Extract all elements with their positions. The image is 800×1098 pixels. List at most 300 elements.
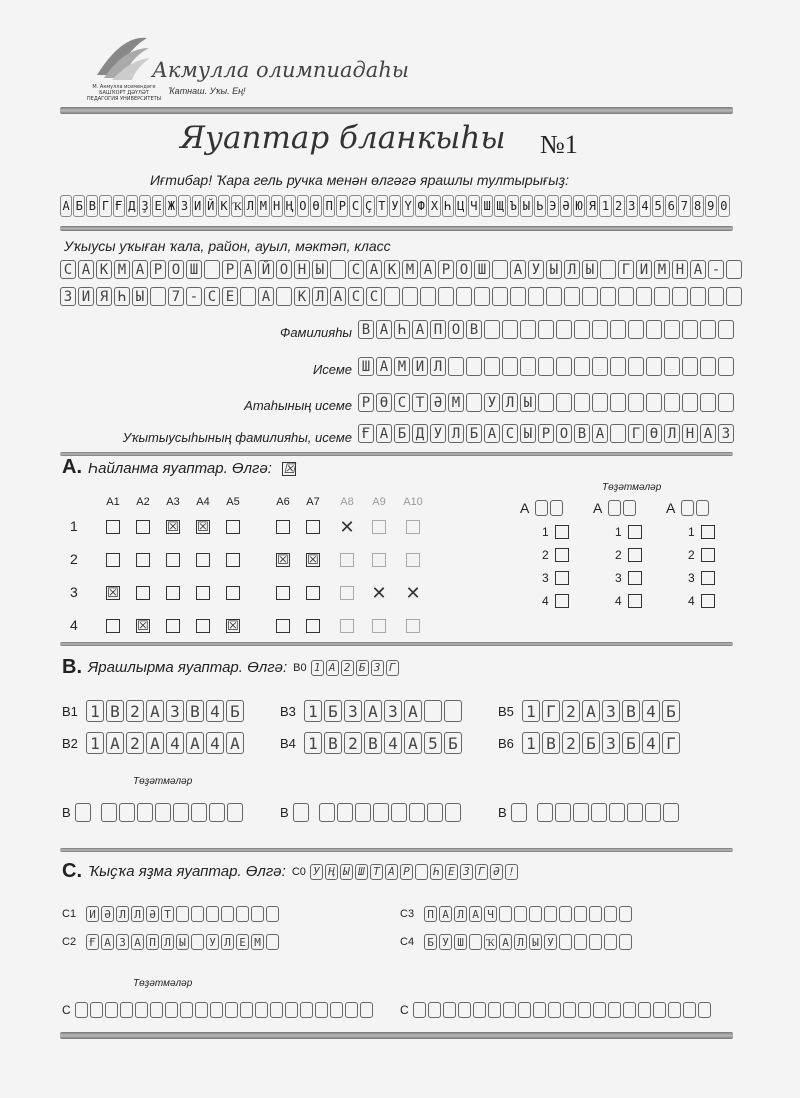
- correction-cell[interactable]: [337, 803, 353, 822]
- char-cell[interactable]: [402, 287, 418, 306]
- char-cell[interactable]: Р: [438, 260, 454, 279]
- char-cell[interactable]: [726, 287, 742, 306]
- char-cell[interactable]: [520, 320, 536, 339]
- char-cell[interactable]: Р: [538, 424, 554, 443]
- answer-cell[interactable]: А: [582, 700, 600, 722]
- answer-checkbox[interactable]: ☒: [107, 585, 119, 600]
- char-cell[interactable]: [574, 320, 590, 339]
- answer-cell[interactable]: 1: [304, 700, 322, 722]
- answer-cell[interactable]: 1: [304, 732, 322, 754]
- answer-cell[interactable]: Ш: [454, 934, 467, 950]
- correction-cell[interactable]: [120, 1002, 133, 1018]
- char-cell[interactable]: О: [168, 260, 184, 279]
- correction-cell[interactable]: [373, 803, 389, 822]
- correction-checkbox[interactable]: [628, 525, 642, 539]
- char-cell[interactable]: [718, 393, 734, 412]
- char-cell[interactable]: [556, 393, 572, 412]
- answer-cell[interactable]: 1: [86, 732, 104, 754]
- char-cell[interactable]: Н: [672, 260, 688, 279]
- char-cell[interactable]: И: [78, 287, 94, 306]
- answer-checkbox[interactable]: [226, 553, 240, 567]
- answer-checkbox[interactable]: [106, 619, 120, 633]
- char-cell[interactable]: [438, 287, 454, 306]
- correction-checkbox[interactable]: [628, 571, 642, 585]
- correction-cell[interactable]: [668, 1002, 681, 1018]
- answer-cell[interactable]: [589, 934, 602, 950]
- char-cell[interactable]: С: [60, 260, 76, 279]
- char-cell[interactable]: [718, 320, 734, 339]
- answer-cell[interactable]: Т: [161, 906, 174, 922]
- char-cell[interactable]: [528, 287, 544, 306]
- char-cell[interactable]: [690, 287, 706, 306]
- char-cell[interactable]: [708, 287, 724, 306]
- char-cell[interactable]: Л: [502, 393, 518, 412]
- char-cell[interactable]: [700, 393, 716, 412]
- answer-checkbox[interactable]: [136, 553, 150, 567]
- answer-cell[interactable]: Б: [324, 700, 342, 722]
- correction-cell[interactable]: [227, 803, 243, 822]
- answer-checkbox[interactable]: [372, 520, 386, 534]
- correction-cell[interactable]: [548, 1002, 561, 1018]
- char-cell[interactable]: М: [394, 357, 410, 376]
- correction-cell[interactable]: [165, 1002, 178, 1018]
- answer-cell[interactable]: Б: [424, 934, 437, 950]
- correction-cell[interactable]: [413, 1002, 426, 1018]
- char-cell[interactable]: [592, 393, 608, 412]
- char-cell[interactable]: Ө: [646, 424, 662, 443]
- answer-cell[interactable]: Б: [226, 700, 244, 722]
- correction-cell[interactable]: [345, 1002, 358, 1018]
- char-cell[interactable]: Л: [312, 287, 328, 306]
- answer-cell[interactable]: 2: [126, 732, 144, 754]
- answer-cell[interactable]: [236, 906, 249, 922]
- char-cell[interactable]: А: [412, 320, 428, 339]
- char-cell[interactable]: [538, 393, 554, 412]
- correction-cell[interactable]: [518, 1002, 531, 1018]
- correction-cell[interactable]: [270, 1002, 283, 1018]
- char-cell[interactable]: Й: [258, 260, 274, 279]
- char-cell[interactable]: У: [430, 424, 446, 443]
- char-cell[interactable]: [664, 393, 680, 412]
- char-cell[interactable]: [700, 320, 716, 339]
- answer-cell[interactable]: Ы: [176, 934, 189, 950]
- correction-cell[interactable]: [360, 1002, 373, 1018]
- char-cell[interactable]: А: [376, 424, 392, 443]
- correction-cell[interactable]: [653, 1002, 666, 1018]
- char-cell[interactable]: Л: [664, 424, 680, 443]
- char-cell[interactable]: [582, 287, 598, 306]
- char-cell[interactable]: Ө: [376, 393, 392, 412]
- answer-checkbox[interactable]: ✕: [405, 583, 421, 603]
- answer-checkbox[interactable]: [406, 520, 420, 534]
- correction-cell[interactable]: [180, 1002, 193, 1018]
- answer-cell[interactable]: А: [404, 732, 422, 754]
- answer-checkbox[interactable]: [166, 586, 180, 600]
- char-cell[interactable]: Л: [448, 424, 464, 443]
- char-cell[interactable]: К: [96, 260, 112, 279]
- correction-cell[interactable]: [240, 1002, 253, 1018]
- char-cell[interactable]: [610, 393, 626, 412]
- char-cell[interactable]: Н: [294, 260, 310, 279]
- char-cell[interactable]: [538, 320, 554, 339]
- char-cell[interactable]: С: [348, 260, 364, 279]
- answer-cell[interactable]: [191, 934, 204, 950]
- answer-cell[interactable]: 2: [562, 732, 580, 754]
- surname-field[interactable]: [358, 320, 734, 339]
- correction-cell[interactable]: [573, 803, 589, 822]
- correction-cell[interactable]: [488, 1002, 501, 1018]
- answer-cell[interactable]: А: [146, 700, 164, 722]
- correction-cell[interactable]: [150, 1002, 163, 1018]
- correction-cell[interactable]: [503, 1002, 516, 1018]
- char-cell[interactable]: А: [420, 260, 436, 279]
- answer-cell[interactable]: У: [206, 934, 219, 950]
- char-cell[interactable]: О: [448, 320, 464, 339]
- char-cell[interactable]: С: [348, 287, 364, 306]
- char-cell[interactable]: Ш: [186, 260, 202, 279]
- char-cell[interactable]: [474, 287, 490, 306]
- char-cell[interactable]: А: [78, 260, 94, 279]
- char-cell[interactable]: М: [448, 393, 464, 412]
- answer-cell[interactable]: В: [542, 732, 560, 754]
- answer-cell[interactable]: [191, 906, 204, 922]
- char-cell[interactable]: [682, 357, 698, 376]
- answer-cell[interactable]: В: [622, 700, 640, 722]
- char-cell[interactable]: А: [510, 260, 526, 279]
- correction-cell[interactable]: [409, 803, 425, 822]
- char-cell[interactable]: [636, 287, 652, 306]
- answer-cell[interactable]: В: [186, 700, 204, 722]
- char-cell[interactable]: [538, 357, 554, 376]
- char-cell[interactable]: [646, 393, 662, 412]
- correction-cell[interactable]: [427, 803, 443, 822]
- correction-cell[interactable]: [683, 1002, 696, 1018]
- correction-cell[interactable]: [645, 803, 661, 822]
- answer-cell[interactable]: [529, 906, 542, 922]
- char-cell[interactable]: [682, 393, 698, 412]
- char-cell[interactable]: М: [402, 260, 418, 279]
- correction-cell[interactable]: [300, 1002, 313, 1018]
- correction-cell[interactable]: [511, 803, 527, 822]
- char-cell[interactable]: [682, 320, 698, 339]
- char-cell[interactable]: Г: [628, 424, 644, 443]
- correction-cell[interactable]: [533, 1002, 546, 1018]
- char-cell[interactable]: [546, 287, 562, 306]
- answer-cell[interactable]: 3: [344, 700, 362, 722]
- answer-cell[interactable]: [424, 700, 442, 722]
- answer-cell[interactable]: Б: [444, 732, 462, 754]
- answer-cell[interactable]: Б: [582, 732, 600, 754]
- answer-cell[interactable]: А: [146, 732, 164, 754]
- char-cell[interactable]: А: [690, 260, 706, 279]
- answer-cell[interactable]: Ә: [101, 906, 114, 922]
- correction-checkbox[interactable]: [628, 594, 642, 608]
- answer-cell[interactable]: И: [86, 906, 99, 922]
- answer-cell[interactable]: П: [146, 934, 159, 950]
- answer-checkbox[interactable]: ☒: [167, 519, 179, 534]
- answer-checkbox[interactable]: ☒: [197, 519, 209, 534]
- char-cell[interactable]: К: [294, 287, 310, 306]
- char-cell[interactable]: [592, 320, 608, 339]
- name-field[interactable]: [358, 357, 734, 376]
- correction-cell[interactable]: [696, 500, 709, 516]
- patronymic-field[interactable]: [358, 393, 734, 412]
- answer-cell[interactable]: П: [424, 906, 437, 922]
- correction-cell[interactable]: [591, 803, 607, 822]
- answer-cell[interactable]: 4: [206, 700, 224, 722]
- answer-checkbox[interactable]: [306, 619, 320, 633]
- answer-cell[interactable]: Ҡ: [484, 934, 497, 950]
- answer-cell[interactable]: А: [404, 700, 422, 722]
- char-cell[interactable]: В: [574, 424, 590, 443]
- char-cell[interactable]: [150, 287, 166, 306]
- answer-cell[interactable]: [266, 934, 279, 950]
- char-cell[interactable]: Г: [618, 260, 634, 279]
- char-cell[interactable]: [574, 393, 590, 412]
- answer-checkbox[interactable]: [276, 586, 290, 600]
- char-cell[interactable]: [664, 357, 680, 376]
- answer-cell[interactable]: А: [101, 934, 114, 950]
- answer-cell[interactable]: [619, 906, 632, 922]
- char-cell[interactable]: Н: [682, 424, 698, 443]
- char-cell[interactable]: [240, 287, 256, 306]
- char-cell[interactable]: Р: [150, 260, 166, 279]
- answer-cell[interactable]: [619, 934, 632, 950]
- answer-cell[interactable]: [221, 906, 234, 922]
- answer-cell[interactable]: Л: [131, 906, 144, 922]
- correction-checkbox[interactable]: [555, 571, 569, 585]
- char-cell[interactable]: [564, 287, 580, 306]
- char-cell[interactable]: [484, 320, 500, 339]
- correction-cell[interactable]: [319, 803, 335, 822]
- char-cell[interactable]: В: [358, 320, 374, 339]
- char-cell[interactable]: [600, 260, 616, 279]
- answer-checkbox[interactable]: ☒: [277, 552, 289, 567]
- answer-cell[interactable]: 1: [86, 700, 104, 722]
- char-cell[interactable]: И: [412, 357, 428, 376]
- answer-checkbox[interactable]: ✕: [339, 517, 355, 537]
- answer-cell[interactable]: [544, 906, 557, 922]
- correction-cell[interactable]: [623, 1002, 636, 1018]
- char-cell[interactable]: [646, 320, 662, 339]
- school-line-1[interactable]: [60, 260, 742, 279]
- char-cell[interactable]: А: [132, 260, 148, 279]
- char-cell[interactable]: [664, 320, 680, 339]
- char-cell[interactable]: [592, 357, 608, 376]
- correction-cell[interactable]: [550, 500, 563, 516]
- char-cell[interactable]: А: [366, 260, 382, 279]
- answer-cell[interactable]: Ы: [529, 934, 542, 950]
- correction-cell[interactable]: [638, 1002, 651, 1018]
- answer-cell[interactable]: [574, 906, 587, 922]
- correction-cell[interactable]: [535, 500, 548, 516]
- char-cell[interactable]: Һ: [114, 287, 130, 306]
- answer-checkbox[interactable]: ☒: [227, 618, 239, 633]
- answer-checkbox[interactable]: [372, 619, 386, 633]
- correction-checkbox[interactable]: [701, 548, 715, 562]
- correction-cell[interactable]: [209, 803, 225, 822]
- correction-cell[interactable]: [563, 1002, 576, 1018]
- correction-cell[interactable]: [681, 500, 694, 516]
- char-cell[interactable]: С: [394, 393, 410, 412]
- answer-cell[interactable]: [266, 906, 279, 922]
- char-cell[interactable]: [484, 357, 500, 376]
- answer-checkbox[interactable]: [226, 520, 240, 534]
- char-cell[interactable]: Һ: [394, 320, 410, 339]
- answer-cell[interactable]: Б: [622, 732, 640, 754]
- answer-cell[interactable]: Л: [116, 906, 129, 922]
- answer-cell[interactable]: [559, 934, 572, 950]
- correction-cell[interactable]: [210, 1002, 223, 1018]
- char-cell[interactable]: [672, 287, 688, 306]
- char-cell[interactable]: [492, 260, 508, 279]
- char-cell[interactable]: А: [700, 424, 716, 443]
- answer-cell[interactable]: 4: [166, 732, 184, 754]
- answer-cell[interactable]: В: [324, 732, 342, 754]
- char-cell[interactable]: Ы: [132, 287, 148, 306]
- correction-cell[interactable]: [608, 1002, 621, 1018]
- char-cell[interactable]: Ы: [546, 260, 562, 279]
- char-cell[interactable]: М: [114, 260, 130, 279]
- answer-cell[interactable]: [469, 934, 482, 950]
- char-cell[interactable]: [618, 287, 634, 306]
- answer-cell[interactable]: [574, 934, 587, 950]
- correction-cell[interactable]: [195, 1002, 208, 1018]
- answer-cell[interactable]: Е: [236, 934, 249, 950]
- char-cell[interactable]: [204, 260, 220, 279]
- answer-cell[interactable]: Л: [514, 934, 527, 950]
- correction-cell[interactable]: [391, 803, 407, 822]
- answer-cell[interactable]: З: [116, 934, 129, 950]
- char-cell[interactable]: Ғ: [358, 424, 374, 443]
- char-cell[interactable]: С: [366, 287, 382, 306]
- correction-cell[interactable]: [428, 1002, 441, 1018]
- answer-checkbox[interactable]: [306, 520, 320, 534]
- answer-cell[interactable]: 3: [166, 700, 184, 722]
- answer-cell[interactable]: 3: [602, 700, 620, 722]
- answer-cell[interactable]: [251, 906, 264, 922]
- char-cell[interactable]: У: [484, 393, 500, 412]
- answer-cell[interactable]: 4: [384, 732, 402, 754]
- answer-checkbox[interactable]: [166, 619, 180, 633]
- char-cell[interactable]: [502, 357, 518, 376]
- correction-cell[interactable]: [443, 1002, 456, 1018]
- char-cell[interactable]: Е: [222, 287, 238, 306]
- correction-cell[interactable]: [555, 803, 571, 822]
- answer-cell[interactable]: А: [186, 732, 204, 754]
- char-cell[interactable]: К: [384, 260, 400, 279]
- answer-checkbox[interactable]: ☒: [137, 618, 149, 633]
- char-cell[interactable]: Ы: [520, 424, 536, 443]
- answer-cell[interactable]: 4: [642, 700, 660, 722]
- answer-checkbox[interactable]: [196, 619, 210, 633]
- answer-cell[interactable]: [176, 906, 189, 922]
- char-cell[interactable]: Я: [96, 287, 112, 306]
- answer-checkbox[interactable]: [406, 619, 420, 633]
- answer-cell[interactable]: В: [364, 732, 382, 754]
- char-cell[interactable]: А: [376, 320, 392, 339]
- answer-checkbox[interactable]: ☒: [307, 552, 319, 567]
- char-cell[interactable]: [718, 357, 734, 376]
- correction-cell[interactable]: [623, 500, 636, 516]
- char-cell[interactable]: [556, 320, 572, 339]
- char-cell[interactable]: Б: [466, 424, 482, 443]
- char-cell[interactable]: [330, 260, 346, 279]
- correction-cell[interactable]: [458, 1002, 471, 1018]
- char-cell[interactable]: [610, 424, 626, 443]
- char-cell[interactable]: А: [376, 357, 392, 376]
- char-cell[interactable]: С: [204, 287, 220, 306]
- char-cell[interactable]: Б: [394, 424, 410, 443]
- char-cell[interactable]: А: [330, 287, 346, 306]
- char-cell[interactable]: [520, 357, 536, 376]
- correction-checkbox[interactable]: [555, 548, 569, 562]
- char-cell[interactable]: О: [556, 424, 572, 443]
- answer-cell[interactable]: У: [544, 934, 557, 950]
- char-cell[interactable]: Ш: [474, 260, 490, 279]
- correction-cell[interactable]: [173, 803, 189, 822]
- char-cell[interactable]: Л: [430, 357, 446, 376]
- char-cell[interactable]: [420, 287, 436, 306]
- correction-cell[interactable]: [191, 803, 207, 822]
- answer-cell[interactable]: У: [439, 934, 452, 950]
- answer-checkbox[interactable]: ✕: [371, 583, 387, 603]
- correction-cell[interactable]: [608, 500, 621, 516]
- char-cell[interactable]: -: [708, 260, 724, 279]
- answer-cell[interactable]: Б: [662, 700, 680, 722]
- answer-checkbox[interactable]: [196, 586, 210, 600]
- answer-cell[interactable]: Ә: [146, 906, 159, 922]
- correction-cell[interactable]: [255, 1002, 268, 1018]
- char-cell[interactable]: -: [186, 287, 202, 306]
- char-cell[interactable]: [556, 357, 572, 376]
- answer-cell[interactable]: А: [469, 906, 482, 922]
- answer-checkbox[interactable]: [306, 586, 320, 600]
- answer-checkbox[interactable]: [166, 553, 180, 567]
- answer-cell[interactable]: Л: [221, 934, 234, 950]
- char-cell[interactable]: Д: [412, 424, 428, 443]
- answer-cell[interactable]: Л: [454, 906, 467, 922]
- correction-cell[interactable]: [119, 803, 135, 822]
- char-cell[interactable]: Ш: [358, 357, 374, 376]
- answer-cell[interactable]: [206, 906, 219, 922]
- answer-checkbox[interactable]: [340, 553, 354, 567]
- char-cell[interactable]: Р: [222, 260, 238, 279]
- answer-cell[interactable]: Г: [542, 700, 560, 722]
- correction-cell[interactable]: [473, 1002, 486, 1018]
- correction-cell[interactable]: [578, 1002, 591, 1018]
- char-cell[interactable]: Л: [564, 260, 580, 279]
- correction-cell[interactable]: [315, 1002, 328, 1018]
- char-cell[interactable]: [646, 357, 662, 376]
- answer-checkbox[interactable]: [276, 520, 290, 534]
- char-cell[interactable]: [726, 260, 742, 279]
- char-cell[interactable]: С: [502, 424, 518, 443]
- correction-cell[interactable]: [355, 803, 371, 822]
- answer-cell[interactable]: Ғ: [86, 934, 99, 950]
- char-cell[interactable]: П: [430, 320, 446, 339]
- char-cell[interactable]: А: [240, 260, 256, 279]
- teacher-field[interactable]: [358, 424, 734, 443]
- answer-cell[interactable]: 1: [522, 732, 540, 754]
- answer-cell[interactable]: М: [251, 934, 264, 950]
- answer-cell[interactable]: 3: [384, 700, 402, 722]
- char-cell[interactable]: [610, 320, 626, 339]
- answer-cell[interactable]: Л: [161, 934, 174, 950]
- answer-cell[interactable]: А: [364, 700, 382, 722]
- answer-checkbox[interactable]: [226, 586, 240, 600]
- char-cell[interactable]: [628, 393, 644, 412]
